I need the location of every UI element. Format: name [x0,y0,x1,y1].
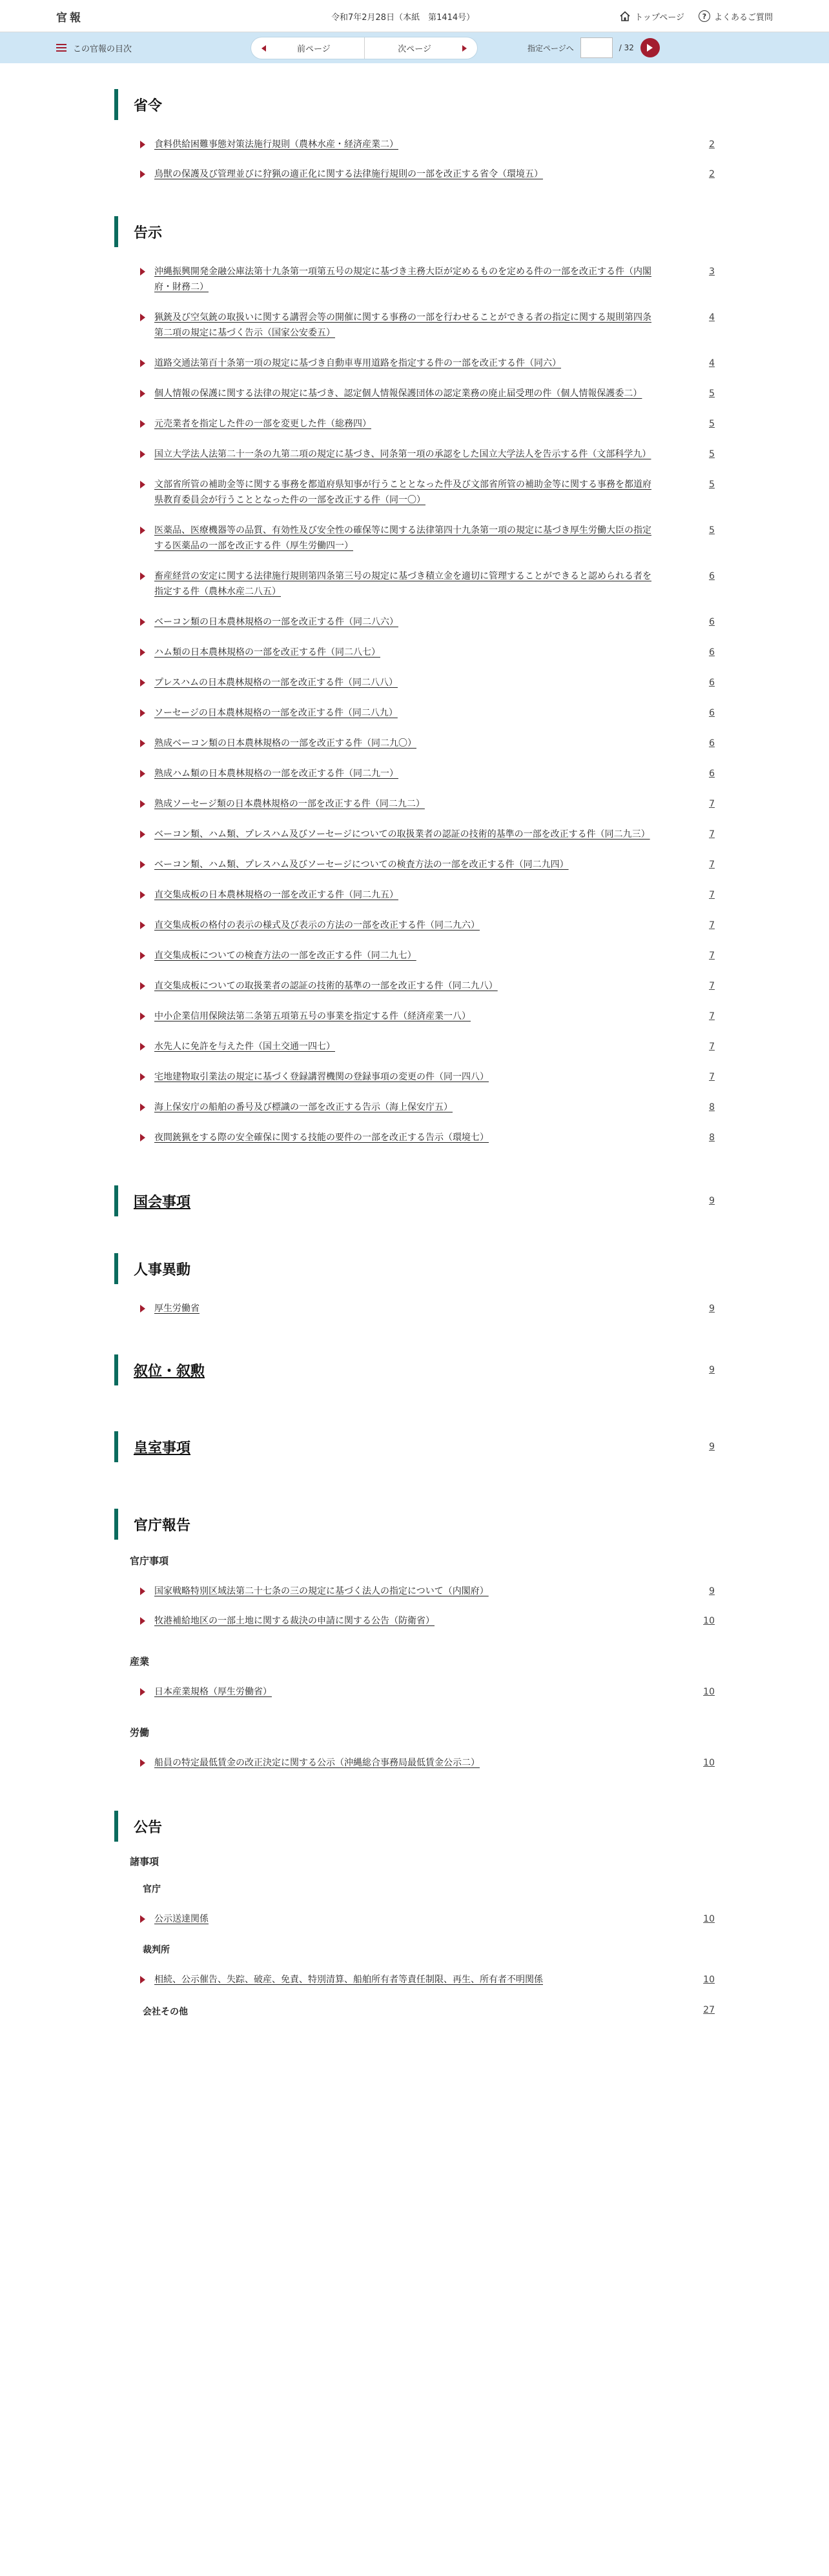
section-title: 人事異動 [114,1253,715,1284]
page-number[interactable]: 7 [709,890,715,900]
section-title: 皇室事項 [134,1440,191,1456]
section-title-link[interactable] [114,1354,715,1385]
section-kancho [114,1509,715,1771]
page-number[interactable]: 4 [709,358,715,368]
top-page-link[interactable] [619,10,684,23]
toc-item [114,736,715,751]
page-number[interactable]: 2 [709,169,715,179]
toc-item-link[interactable]: 夜間銃猟をする際の安全確保に関する技能の要件の一部を改正する告示（環境七） [154,1132,489,1143]
page-number[interactable]: 7 [709,1072,715,1082]
bullet-arrow-icon [140,679,145,687]
group-label: 諸事項 [130,1856,159,1867]
toc-item-link[interactable]: 畜産経営の安定に関する法律施行規則第四条第三号の規定に基づき積立金を適切に管理することができると認められる者を指定する件（農林水産二八五） [154,571,651,597]
toc-item-link[interactable]: 宅地建物取引業法の規定に基づく登録講習機関の登録事項の変更の件（同一四八） [154,1072,489,1082]
page-number[interactable]: 10 [703,1758,715,1768]
toc-item-link[interactable]: 沖縄振興開発金融公庫法第十九条第一項第五号の規定に基づき主務大臣が定めるものを定める件の一部を改正する件（内閣府・財務二） [154,267,651,292]
bullet-arrow-icon [140,1012,145,1020]
item-list [114,1972,715,1987]
toc-item-link[interactable]: 中小企業信用保険法第二条第五項第五号の事業を指定する件（経済産業一八） [154,1011,471,1021]
page-number[interactable]: 10 [703,1914,715,1924]
page-number[interactable]: 6 [709,738,715,749]
other-label: 会社その他 [143,2007,188,2017]
bullet-arrow-icon [140,740,145,747]
item-list [114,264,715,1145]
page-number[interactable]: 6 [709,571,715,581]
bullet-arrow-icon [140,1103,145,1111]
bullet-arrow-icon [140,170,145,178]
toc-item-link[interactable]: 直交集成板についての取扱業者の認証の技術的基準の一部を改正する件（同二九八） [154,981,498,991]
bullet-arrow-icon [140,314,145,321]
toc-item [114,1301,715,1316]
toc-item-link[interactable]: ベーコン類の日本農林規格の一部を改正する件（同二八六） [154,617,398,627]
toc-item [114,1755,715,1771]
toc-item [114,1613,715,1629]
page-number[interactable]: 9 [709,1365,715,1375]
page-number[interactable]: 5 [709,479,715,490]
issue-info: 令和7年2月28日（本紙 第1414号） [331,12,475,23]
toc-item-link[interactable]: ソーセージの日本農林規格の一部を改正する件（同二八九） [154,708,398,718]
toc-item [114,1039,715,1054]
toc-item-link[interactable]: 元売業者を指定した件の一部を変更した件（総務四） [154,419,371,429]
toc-item [114,918,715,933]
toc-item [114,166,715,182]
toc-item-link[interactable]: 船員の特定最低賃金の改正決定に関する公示（沖縄総合事務局最低賃金公示二） [154,1758,480,1768]
prev-page-button[interactable] [251,37,365,59]
page-number[interactable]: 6 [709,678,715,688]
page-number[interactable]: 7 [709,1041,715,1052]
bullet-arrow-icon [140,770,145,778]
toc-item-link[interactable]: 厚生労働省 [154,1303,200,1314]
section-title: 官庁報告 [114,1509,715,1540]
toc-item-link[interactable]: ベーコン類、ハム類、プレスハム及びソーセージについての取扱業者の認証の技術的基準の一部を改正する件（同二九三） [154,829,650,840]
toc-item [114,1684,715,1700]
arrow-right-icon [647,44,653,52]
page-number[interactable]: 8 [709,1132,715,1143]
page-jump [527,37,660,58]
page-number[interactable]: 6 [709,708,715,718]
page-number[interactable]: 9 [709,1586,715,1596]
page-number[interactable]: 7 [709,799,715,809]
page-number[interactable]: 5 [709,449,715,459]
bullet-arrow-icon [140,359,145,367]
question-icon: ? [699,10,710,22]
bullet-arrow-icon [140,1617,145,1625]
toc-item [114,477,715,508]
group-list [114,1554,715,1771]
page-number[interactable]: 3 [709,267,715,277]
bullet-arrow-icon [140,921,145,929]
toc-item [114,523,715,554]
item-list [114,1584,715,1629]
kanpo-logo[interactable]: 官報 [56,11,83,25]
toc-item-link[interactable]: プレスハムの日本農林規格の一部を改正する件（同二八八） [154,678,398,688]
bullet-arrow-icon [140,527,145,534]
other-row [114,2005,715,2018]
page-number[interactable]: 6 [709,647,715,658]
arrow-right-icon [462,45,467,52]
page-number[interactable]: 7 [709,829,715,840]
item-list [114,1755,715,1771]
toc-item [114,386,715,401]
section-joi [114,1354,715,1385]
bullet-arrow-icon [140,1134,145,1142]
toc-item-link[interactable]: 相続、公示催告、失踪、破産、免責、特別清算、船舶所有者等責任制限、再生、所有者不明関係 [154,1975,543,1985]
toc-item-link[interactable]: 海上保安庁の船舶の番号及び標識の一部を改正する告示（海上保安庁五） [154,1102,453,1112]
toc-item-link[interactable]: 牧港補給地区の一部土地に関する裁決の申請に関する公告（防衛省） [154,1616,435,1626]
toc-item [114,827,715,842]
page-number[interactable]: 9 [709,1442,715,1452]
page-number[interactable]: 27 [703,2005,715,2015]
menu-icon [56,44,67,52]
section-kokuji [114,216,715,1145]
top-page-label: トップページ [635,12,684,23]
toc-item [114,645,715,660]
home-icon [619,10,631,22]
toc-item [114,1009,715,1024]
bullet-arrow-icon [140,1688,145,1696]
toc-item-link[interactable]: 公示送達関係 [154,1914,209,1924]
section-kokoku [114,1811,715,2018]
bullet-arrow-icon [140,572,145,580]
page-number[interactable]: 4 [709,312,715,323]
toc-item-link[interactable]: 水先人に免許を与えた件（国土交通一四七） [154,1041,335,1052]
section-title-link[interactable] [114,1431,715,1462]
toc-item-link[interactable]: 鳥獣の保護及び管理並びに狩猟の適正化に関する法律施行規則の一部を改正する省令（環境五） [154,169,543,179]
total-pages: / 32 [619,43,634,52]
bullet-arrow-icon [140,952,145,960]
group-label: 官庁事項 [130,1555,169,1567]
next-page-label: 次ページ [398,45,431,54]
bullet-arrow-icon [140,1915,145,1923]
faq-label: よくあるご質問 [713,12,773,23]
page-number[interactable]: 8 [709,1102,715,1112]
item-list [114,137,715,182]
toc-item [114,416,715,432]
section-shorei [114,89,715,182]
toc-item-link[interactable]: 熟成ソーセージ類の日本農林規格の一部を改正する件（同二九二） [154,799,425,809]
toc-item [114,1911,715,1927]
toc-item [114,310,715,341]
section-title: 国会事項 [134,1194,191,1211]
section-jinji [114,1253,715,1316]
toc-item [114,766,715,781]
top-header [0,0,829,32]
bullet-arrow-icon [140,1043,145,1051]
page-nav-bar [0,32,829,63]
section-kokkai [114,1185,715,1216]
toc-item [114,1972,715,1987]
group-label: 労働 [130,1727,150,1738]
toc-content [114,63,715,2018]
toc-item-link[interactable]: 熟成ハム類の日本農林規格の一部を改正する件（同二九一） [154,769,398,779]
toc-item [114,356,715,371]
item-list [114,1301,715,1316]
toc-item-link[interactable]: 直交集成板についての検査方法の一部を改正する件（同二九七） [154,951,416,961]
page-number[interactable]: 7 [709,951,715,961]
toc-item [114,569,715,599]
toc-item-link[interactable]: 食料供給困難事態対策法施行規則（農林水産・経済産業二） [154,139,398,150]
go-button[interactable] [640,38,660,57]
group-label: 産業 [130,1656,150,1667]
toc-item-link[interactable]: ベーコン類、ハム類、プレスハム及びソーセージについての検査方法の一部を改正する件（同二九四） [154,860,569,870]
bullet-arrow-icon [140,1976,145,1984]
toc-item [114,1130,715,1145]
toc-item [114,1584,715,1599]
bullet-arrow-icon [140,1073,145,1081]
toc-item-link[interactable]: 国家戦略特別区域法第二十七条の三の規定に基づく法人の指定について（内閣府） [154,1586,489,1596]
toc-button[interactable] [56,42,250,54]
bullet-arrow-icon [140,1587,145,1595]
toc-item-link[interactable]: 直交集成板の格付の表示の様式及び表示の方法の一部を改正する件（同二九六） [154,920,480,931]
section-title: 叙位・叙勲 [134,1363,205,1380]
bullet-arrow-icon [140,1305,145,1313]
bullet-arrow-icon [140,1759,145,1767]
page-jump-label: 指定ページへ [527,43,574,53]
toc-item [114,675,715,690]
bullet-arrow-icon [140,982,145,990]
subgroup-label: 官庁 [143,1884,161,1895]
page-number[interactable]: 10 [703,1687,715,1697]
toc-item [114,857,715,872]
section-title: 告示 [114,216,715,247]
bullet-arrow-icon [140,618,145,626]
bullet-arrow-icon [140,268,145,276]
bullet-arrow-icon [140,390,145,397]
bullet-arrow-icon [140,800,145,808]
bullet-arrow-icon [140,141,145,148]
toc-item-link[interactable]: 熟成ベーコン類の日本農林規格の一部を改正する件（同二九〇） [154,738,416,749]
toc-item-link[interactable]: ハム類の日本農林規格の一部を改正する件（同二八七） [154,647,380,658]
toc-item-link[interactable]: 直交集成板の日本農林規格の一部を改正する件（同二九五） [154,890,398,900]
faq-link[interactable] [699,10,773,23]
toc-item-link[interactable]: 道路交通法第百十条第一項の規定に基づき自動車専用道路を指定する件の一部を改正する件（同六） [154,358,561,368]
bullet-arrow-icon [140,420,145,428]
section-title: 省令 [114,89,715,120]
toc-item [114,447,715,462]
item-list [114,1684,715,1700]
toc-item [114,978,715,994]
section-title: 公告 [114,1811,715,1842]
page-number[interactable]: 6 [709,769,715,779]
page-number[interactable]: 5 [709,525,715,536]
page-number[interactable]: 6 [709,617,715,627]
page-number[interactable]: 9 [709,1196,715,1206]
toc-item [114,796,715,812]
page-number[interactable]: 10 [703,1616,715,1626]
toc-item-link[interactable]: 日本産業規格（厚生労働省） [154,1687,272,1697]
pager [251,37,477,59]
bullet-arrow-icon [140,450,145,458]
page-number[interactable]: 7 [709,981,715,991]
page-number[interactable]: 9 [709,1303,715,1314]
arrow-left-icon [261,45,266,52]
bullet-arrow-icon [140,891,145,899]
page-number[interactable]: 2 [709,139,715,150]
toc-item [114,1100,715,1115]
toc-item-link[interactable]: 個人情報の保護に関する法律の規定に基づき、認定個人情報保護団体の認定業務の廃止届受理の件（個人情報保護委二） [154,388,642,399]
section-koshitsu [114,1431,715,1462]
page-number[interactable]: 5 [709,419,715,429]
next-page-button[interactable] [365,37,478,59]
toc-item-link[interactable]: 医薬品、医療機器等の品質、有効性及び安全性の確保等に関する法律第四十九条第一項の規定に基づき厚生労働大臣の指定する医薬品の一部を改正する件（厚生労働四一） [154,525,651,551]
page-number[interactable]: 7 [709,920,715,931]
toc-item [114,1069,715,1085]
bullet-arrow-icon [140,861,145,869]
toc-item-link[interactable]: 文部省所管の補助金等に関する事務を都道府県知事が行うこととなった件及び文部省所管の補助金等に関する事務を都道府県教育委員会が行うこととなった件の一部を改正する件（同一〇） [154,479,651,505]
toc-item [114,137,715,152]
bullet-arrow-icon [140,649,145,656]
page-number-input[interactable] [580,37,613,58]
toc-item [114,705,715,721]
page-number[interactable]: 7 [709,1011,715,1021]
page-number[interactable]: 7 [709,860,715,870]
toc-item [114,948,715,963]
bullet-arrow-icon [140,481,145,488]
toc-label: この官報の目次 [73,44,132,54]
toc-item [114,887,715,903]
toc-item [114,614,715,630]
toc-item-link[interactable]: 国立大学法人法第二十一条の九第二項の規定に基づき、同条第一項の承認をした国立大学法人を告示する件（文部科学九） [154,449,651,459]
page-number[interactable]: 5 [709,388,715,399]
item-list [114,1911,715,1927]
toc-item-link[interactable]: 猟銃及び空気銃の取扱いに関する講習会等の開催に関する事務の一部を行わせることができる者の指定に関する規則第四条第二項の規定に基づく告示（国家公安委五） [154,312,651,338]
prev-page-label: 前ページ [297,45,331,54]
bullet-arrow-icon [140,709,145,717]
toc-item [114,264,715,295]
page-number[interactable]: 10 [703,1975,715,1985]
section-title-link[interactable] [114,1185,715,1216]
bullet-arrow-icon [140,830,145,838]
subgroup-label: 裁判所 [143,1945,170,1955]
